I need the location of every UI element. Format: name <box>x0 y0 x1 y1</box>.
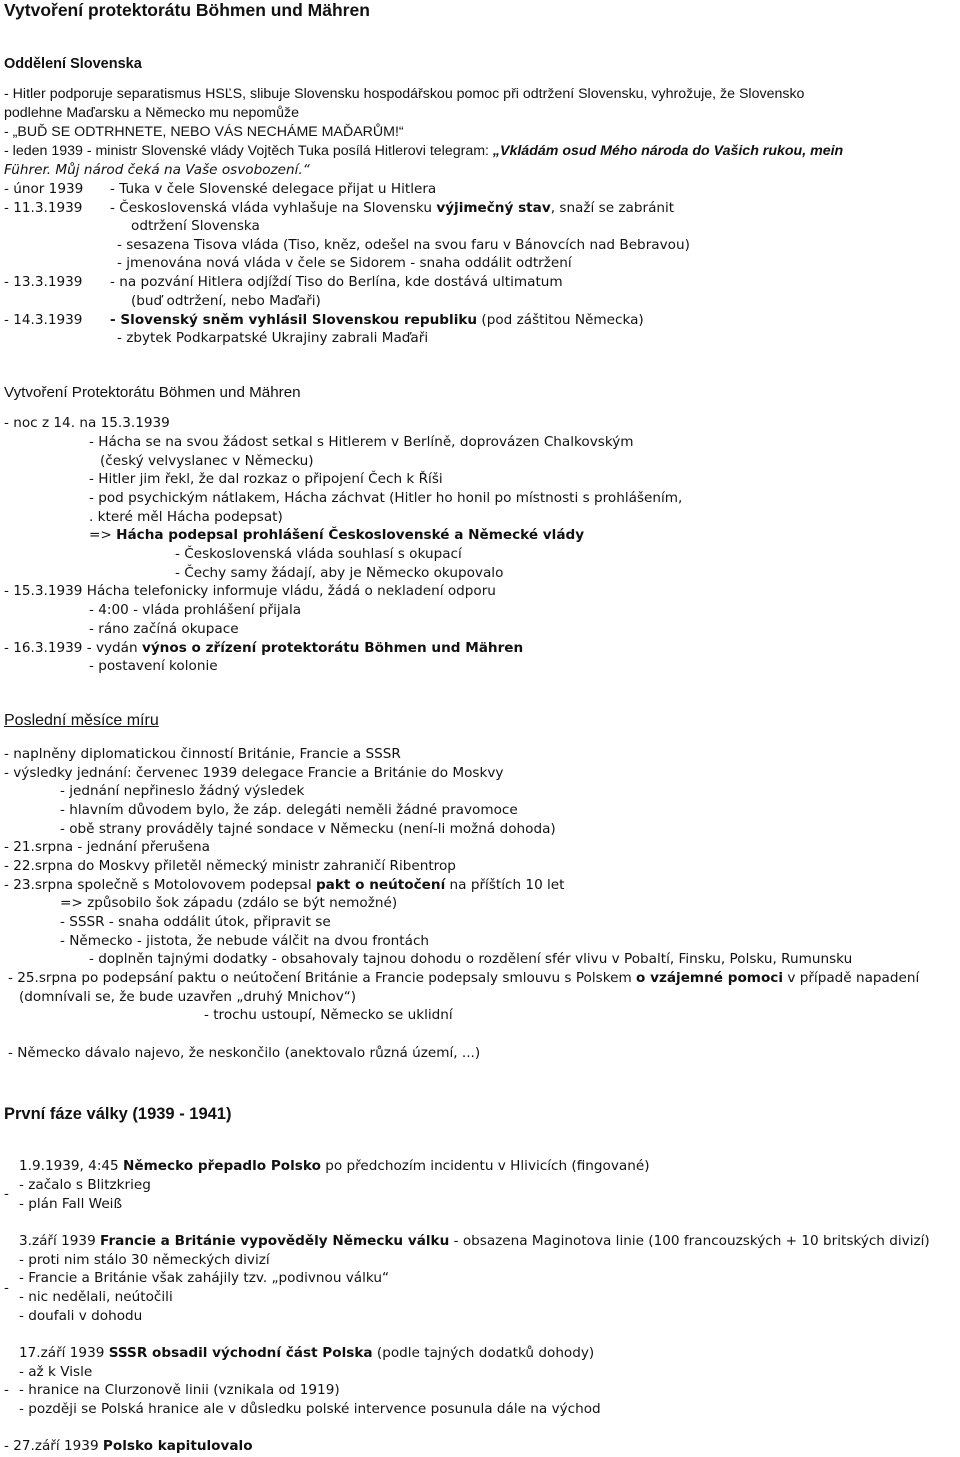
s2-line-4: - Hitler jim řekl, že dal rozkaz o připojení Čech k Říši <box>89 471 443 487</box>
s4-b4-bold: Polsko kapitulovalo <box>102 1438 253 1454</box>
s4-b1-line-a <box>19 1158 650 1174</box>
s4-b3-rest: (podle tajných dodatků dohody) <box>372 1345 595 1361</box>
s3-line-1: - naplněny diplomatickou činností Británie, Francie a SSSR <box>4 746 401 762</box>
s3-line-4: - hlavním důvodem bylo, že záp. delegáti neměli žádné pravomoce <box>60 802 518 818</box>
s1-11-3-bold: výjimečný stav <box>436 200 551 216</box>
s3-line-6: - 21.srpna - jednání přerušena <box>4 839 210 855</box>
s3-line-14: (domnívali se, že bude uzavřen „druhý Mnichov“) <box>19 989 357 1005</box>
s1-date-feb: - únor 1939 <box>4 181 84 197</box>
page-title: Vytvoření protektorátu Böhmen und Mähren <box>4 0 370 20</box>
s3-line-8-text: - 23.srpna společně s Motolovovem podepsal <box>4 877 316 893</box>
s2-line-8: - Československá vláda souhlasí s okupací <box>175 546 462 562</box>
section-heading-last-months: Poslední měsíce míru <box>4 712 159 729</box>
s4-b3-date: 17.září 1939 <box>19 1345 109 1361</box>
s2-line-7 <box>89 527 584 543</box>
s2-bold-decree: výnos o zřízení protektorátu Böhmen und Mähren <box>141 640 524 656</box>
s2-line-13-text: - 16.3.1939 - vydán <box>4 640 142 656</box>
s3-line-11: - Německo - jistota, že nebude válčit na dvou frontách <box>60 933 430 949</box>
s4-b2-date: 3.září 1939 <box>19 1233 101 1249</box>
s4-b1-bold: Německo přepadlo Polsko <box>123 1158 321 1174</box>
s1-14-3-sub: - zbytek Podkarpatské Ukrajiny zabrali Maďaři <box>117 330 429 346</box>
s2-line-1: - noc z 14. na 15.3.1939 <box>4 415 170 431</box>
s2-line-6: . které měl Hácha podepsat) <box>89 509 283 525</box>
s1-11-3-text-c: , snaží se zabránit <box>550 200 675 216</box>
s4-b2-line-a <box>19 1233 930 1249</box>
s1-11-3-sub2: - jmenována nová vláda v čele se Sidorem - snaha oddálit odtržení <box>117 255 572 271</box>
s4-b3-line-d: - později se Polská hranice ale v důsledku polské intervence posunula dále na východ <box>19 1401 601 1417</box>
s1-11-3-text <box>110 200 674 216</box>
s4-b3-line-b: - až k Visle <box>19 1364 93 1380</box>
s3-line-8-rest: na příštích 10 let <box>445 877 565 893</box>
s3-line-9: => způsobilo šok západu (zdálo se být nemožné) <box>60 895 398 911</box>
s2-line-10: - 15.3.1939 Hácha telefonicky informuje vládu, žádá o nekladení odporu <box>4 583 496 599</box>
s3-bold-mutual-aid: o vzájemné pomoci <box>636 970 784 986</box>
s4-b2-line-d: - nic nedělali, neútočili <box>19 1289 173 1305</box>
s3-line-3: - jednání nepřineslo žádný výsledek <box>60 783 305 799</box>
s3-line-5: - obě strany prováděly tajné sondace v Německu (není-li možná dohoda) <box>60 821 556 837</box>
s1-11-3-sub1: - sesazena Tisova vláda (Tiso, kněz, odešel na svou faru v Bánovcích nad Bebravou) <box>117 237 690 253</box>
s4-b2-bold: Francie a Británie vypověděly Německu válku <box>100 1233 450 1249</box>
s2-bold-declaration: Hácha podepsal prohlášení Československé a Německé vlády <box>116 527 585 543</box>
s3-line-12: - doplněn tajnými dodatky - obsahovaly tajnou dohodu o rozdělení sfér vlivu v Pobaltí, Finsku, Polsku, Rumunsku <box>89 951 853 967</box>
s1-line-3: - „BUĎ SE ODTRHNETE, NEBO VÁS NECHÁME MAĎARŮM!“ <box>4 124 404 140</box>
s3-line-2: - výsledky jednání: červenec 1939 delegace Francie a Británie do Moskvy <box>4 765 504 781</box>
s4-b4-line <box>4 1438 253 1454</box>
s1-line-4-text: - leden 1939 - ministr Slovenské vlády Vojtěch Tuka posílá Hitlerovi telegram: <box>4 143 493 159</box>
s1-13-3-text: - na pozvání Hitlera odjíždí Tiso do Berlína, kde dostává ultimatum <box>110 274 563 290</box>
s1-quote: „Vkládám osud Mého národa do Vašich rukou, mein <box>492 143 844 159</box>
s1-line-5: Führer. Můj národ čeká na Vaše osvobození.“ <box>4 162 310 178</box>
s1-date-11-3: - 11.3.1939 <box>4 200 83 216</box>
s1-14-3-rest: (pod záštitou Německa) <box>477 312 644 328</box>
s2-line-12: - ráno začíná okupace <box>89 621 239 637</box>
s1-14-3-bold: - Slovenský sněm vyhlásil Slovenskou republiku <box>110 312 478 328</box>
s2-line-3: (český velvyslanec v Německu) <box>100 453 314 469</box>
s4-b1-line-b: - začalo s Blitzkrieg <box>19 1177 151 1193</box>
s1-line-1: - Hitler podporuje separatismus HSĽS, slibuje Slovensku hospodářskou pomoc při odtržení Slovensku, vyhrožuje, že Slovensko <box>4 86 805 102</box>
s4-b1-date: 1.9.1939, 4:45 <box>19 1158 124 1174</box>
section-heading-slovakia: Oddělení Slovenska <box>4 56 142 72</box>
s3-line-13-text: - 25.srpna po podepsání paktu o neútočení Británie a Francie podepsaly smlouvu s Polskem <box>8 970 637 986</box>
s1-13-3-cont: (buď odtržení, nebo Maďaři) <box>131 293 321 309</box>
s1-14-3-text <box>110 312 644 328</box>
s4-b2-line-b: - proti nim stálo 30 německých divizí <box>19 1252 270 1268</box>
s2-line-11: - 4:00 - vláda prohlášení přijala <box>89 602 302 618</box>
s3-line-13 <box>8 970 919 986</box>
s4-b3-line-a <box>19 1345 594 1361</box>
s1-line-2: podlehne Maďarsku a Německo mu nepomůže <box>4 105 299 121</box>
s2-arrow: => <box>89 527 117 543</box>
s1-11-3-text-a: - Československá vláda vyhlašuje na Slovensku <box>110 200 437 216</box>
s3-line-16: - Německo dávalo najevo, že neskončilo (anektovalo různá území, ...) <box>8 1045 481 1061</box>
s2-line-14: - postavení kolonie <box>89 658 218 674</box>
s2-line-2: - Hácha se na svou žádost setkal s Hitlerem v Berlíně, doprovázen Chalkovským <box>89 434 634 450</box>
s3-line-8 <box>4 877 565 893</box>
s4-b4-date: - 27.září 1939 <box>4 1438 103 1454</box>
s4-b3-line-c: - hranice na Clurzonově linii (vznikala od 1919) <box>19 1382 340 1398</box>
s2-line-5: - pod psychickým nátlakem, Hácha záchvat (Hitler ho honil po místnosti s prohlášením, <box>89 490 683 506</box>
s3-line-15: - trochu ustoupí, Německo se uklidní <box>204 1007 453 1023</box>
s4-b1-rest: po předchozím incidentu v Hlivicích (fingované) <box>320 1158 650 1174</box>
section-heading-first-phase: První fáze války (1939 - 1941) <box>4 1105 232 1123</box>
s1-11-3-cont: odtržení Slovenska <box>131 218 260 234</box>
s4-b2-line-e: - doufali v dohodu <box>19 1308 143 1324</box>
s1-line-4 <box>4 143 843 159</box>
s4-b1-line-c: - plán Fall Weiß <box>19 1196 123 1212</box>
s4-b2-dash: - <box>4 1280 9 1296</box>
s1-date-14-3: - 14.3.1939 <box>4 312 83 328</box>
s2-line-13 <box>4 640 523 656</box>
s4-b3-bold: SSSR obsadil východní část Polska <box>108 1345 373 1361</box>
s1-date-13-3: - 13.3.1939 <box>4 274 83 290</box>
s3-bold-pact: pakt o neútočení <box>315 877 446 893</box>
s4-b1-dash: - <box>4 1186 9 1202</box>
s4-b2-rest: - obsazena Maginotova linie (100 francouzských + 10 britských divizí) <box>449 1233 930 1249</box>
s3-line-7: - 22.srpna do Moskvy přiletěl německý ministr zahraničí Ribentrop <box>4 858 456 874</box>
s4-b3-dash: - <box>4 1382 9 1398</box>
section-heading-protectorate: Vytvoření Protektorátu Böhmen und Mähren <box>4 384 301 401</box>
s4-b2-line-c: - Francie a Británie však zahájily tzv. „podivnou válku“ <box>19 1270 390 1286</box>
s3-line-10: - SSSR - snaha oddálit útok, připravit se <box>60 914 331 930</box>
s2-line-9: - Čechy samy žádají, aby je Německo okupovalo <box>175 565 504 581</box>
s3-line-13-rest: v případě napadení <box>783 970 920 986</box>
s1-feb-text: - Tuka v čele Slovenské delegace přijat u Hitlera <box>110 181 437 197</box>
